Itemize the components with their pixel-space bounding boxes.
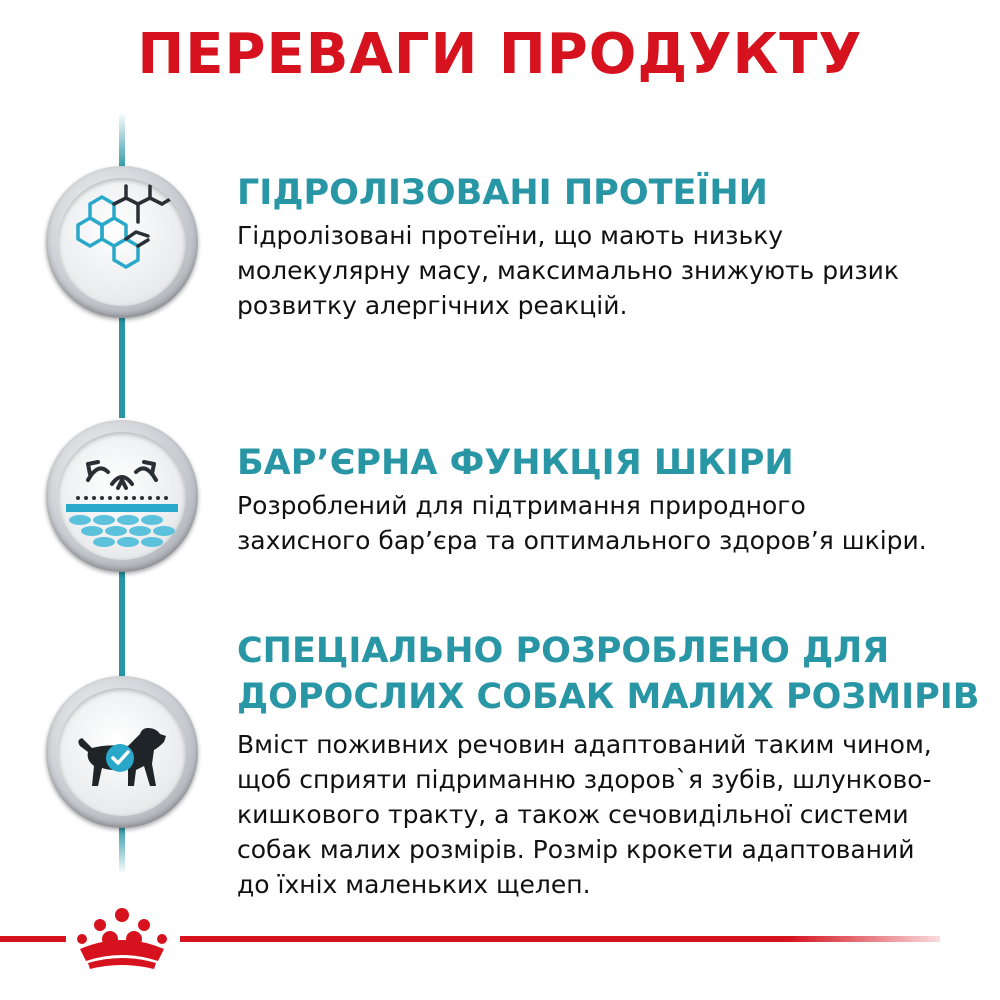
- feature-description: Гідролізовані протеїни, що мають низьку молекулярну масу, максимально знижують ризик розвитку алергічних реакцій.: [237, 221, 899, 320]
- feature-badge: [46, 420, 198, 572]
- page-title: ПЕРЕВАГИ ПРОДУКТУ: [137, 22, 863, 87]
- feature-title: ГІДРОЛІЗОВАНІ ПРОТЕЇНИ: [237, 173, 768, 213]
- timeline-line: [119, 112, 125, 170]
- small-adult-dog-icon: [58, 688, 186, 816]
- feature-description: Розроблений для підтримання природного захисного бар’єра та оптимального здоров’я шкіри.: [237, 491, 927, 555]
- feature-description: Вміст поживних речовин адаптований таким чином, щоб сприяти підриманню здоров`я зубів, шлунково- кишкового тракту, а також сечовидільної системи собак малих розмірів. Розмір крокети адаптований до їхніх маленьких щелеп.: [237, 730, 932, 899]
- timeline-line: [119, 826, 125, 874]
- footer-divider: [180, 936, 940, 942]
- timeline-line: [119, 570, 125, 680]
- feature-badge: [46, 676, 198, 828]
- footer-divider: [0, 936, 66, 942]
- feature-badge: [46, 166, 198, 318]
- feature-title: СПЕЦІАЛЬНО РОЗРОБЛЕНО ДЛЯ ДОРОСЛИХ СОБАК МАЛИХ РОЗМІРІВ: [237, 631, 980, 717]
- feature-title: БАР’ЄРНА ФУНКЦІЯ ШКІРИ: [237, 443, 794, 483]
- hydrolyzed-protein-molecule-icon: [58, 178, 186, 306]
- skin-barrier-icon: [58, 432, 186, 560]
- royal-canin-crown-logo: [70, 905, 174, 971]
- timeline-line: [119, 318, 125, 418]
